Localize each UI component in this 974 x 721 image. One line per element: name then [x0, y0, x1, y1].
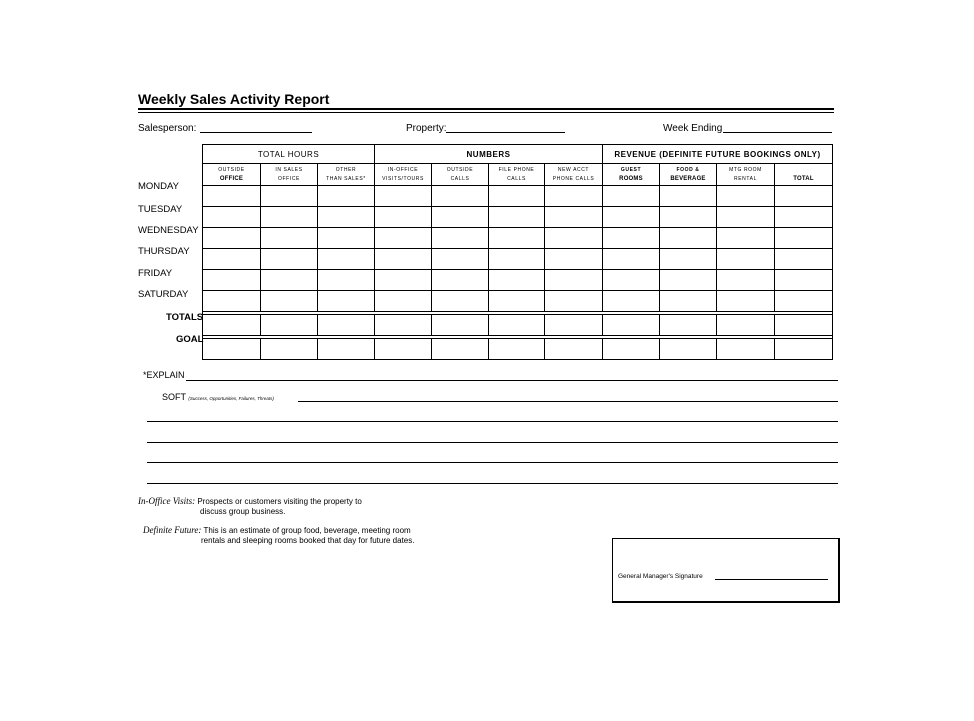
column-header-line1: OUTSIDE — [218, 166, 245, 173]
table-cell[interactable] — [603, 249, 660, 270]
activity-table — [202, 144, 833, 360]
table-row — [203, 228, 833, 249]
table-row — [203, 270, 833, 291]
table-cell[interactable] — [203, 249, 261, 270]
table-cell[interactable] — [318, 315, 375, 336]
group-total-hours: TOTAL HOURS — [203, 145, 375, 164]
table-cell[interactable] — [489, 249, 545, 270]
table-cell[interactable] — [489, 291, 545, 312]
table-cell[interactable] — [432, 315, 489, 336]
title-rule-thick — [138, 108, 834, 110]
blank-line-3[interactable] — [147, 462, 838, 463]
table-cell[interactable] — [717, 207, 775, 228]
property-label: Property: — [406, 123, 447, 134]
table-cell[interactable] — [717, 228, 775, 249]
column-header-line1 — [775, 166, 832, 175]
table-cell[interactable] — [203, 291, 261, 312]
table-cell[interactable] — [545, 315, 603, 336]
column-header — [545, 164, 603, 186]
report-title: Weekly Sales Activity Report — [138, 91, 330, 107]
explain-label: *EXPLAIN — [143, 370, 185, 380]
soft-label — [162, 392, 274, 402]
table-cell[interactable] — [261, 228, 318, 249]
table-cell[interactable] — [432, 228, 489, 249]
goal-row — [203, 339, 833, 360]
week-ending-label: Week Ending — [663, 123, 723, 134]
table-cell[interactable] — [203, 270, 261, 291]
column-header — [489, 164, 545, 186]
table-cell[interactable] — [489, 228, 545, 249]
table-cell[interactable] — [603, 207, 660, 228]
table-cell[interactable] — [660, 339, 717, 360]
column-header — [203, 164, 261, 186]
table-row — [203, 291, 833, 312]
row-label-goal: GOAL — [176, 334, 204, 345]
table-cell[interactable] — [261, 270, 318, 291]
table-cell[interactable] — [545, 249, 603, 270]
table-cell[interactable] — [603, 186, 660, 207]
column-header-line1: FILE PHONE — [498, 166, 535, 173]
table-cell[interactable] — [775, 228, 833, 249]
table-cell[interactable] — [660, 315, 717, 336]
table-cell[interactable] — [545, 339, 603, 360]
table-cell[interactable] — [375, 291, 432, 312]
blank-line-4[interactable] — [147, 483, 838, 484]
table-cell[interactable] — [603, 270, 660, 291]
column-header — [261, 164, 318, 186]
table-cell[interactable] — [318, 291, 375, 312]
table-cell[interactable] — [717, 291, 775, 312]
table-cell[interactable] — [775, 270, 833, 291]
salesperson-label: Salesperson: — [138, 123, 197, 134]
table-row — [203, 249, 833, 270]
column-header — [717, 164, 775, 186]
table-cell[interactable] — [261, 186, 318, 207]
table-cell[interactable] — [717, 270, 775, 291]
table-cell[interactable] — [660, 228, 717, 249]
row-label-monday: MONDAY — [138, 181, 179, 192]
table-cell[interactable] — [775, 207, 833, 228]
table-cell[interactable] — [660, 207, 717, 228]
table-cell[interactable] — [261, 249, 318, 270]
table-cell[interactable] — [203, 228, 261, 249]
column-header-line2: VISITS/TOURS — [382, 175, 424, 182]
totals-row — [203, 315, 833, 336]
column-header — [318, 164, 375, 186]
table-cell[interactable] — [660, 186, 717, 207]
table-cell[interactable] — [545, 270, 603, 291]
column-header-line1: IN-OFFICE — [387, 166, 419, 173]
table-cell[interactable] — [432, 270, 489, 291]
soft-hint: (Success, Opportunities, Failures, Threats) — [188, 396, 274, 401]
table-cell[interactable] — [489, 339, 545, 360]
soft-line[interactable] — [298, 401, 838, 402]
column-header-line2: RENTAL — [734, 175, 757, 182]
column-header — [432, 164, 489, 186]
property-field[interactable] — [446, 122, 565, 133]
column-header — [375, 164, 432, 186]
table-cell[interactable] — [717, 249, 775, 270]
note-in-office — [138, 496, 362, 517]
note-definite-line1: This is an estimate of group food, beverage, meeting room — [203, 526, 411, 535]
table-cell[interactable] — [775, 339, 833, 360]
table-cell[interactable] — [203, 339, 261, 360]
table-cell[interactable] — [375, 339, 432, 360]
signature-box — [612, 538, 840, 603]
table-cell[interactable] — [603, 228, 660, 249]
table-cell[interactable] — [375, 270, 432, 291]
table-cell[interactable] — [660, 249, 717, 270]
table-cell[interactable] — [660, 270, 717, 291]
table-cell[interactable] — [318, 249, 375, 270]
row-label-saturday: SATURDAY — [138, 289, 189, 300]
table-cell[interactable] — [489, 207, 545, 228]
table-cell[interactable] — [261, 207, 318, 228]
column-header-line2: THAN SALES* — [326, 175, 366, 182]
table-cell[interactable] — [375, 228, 432, 249]
table-cell[interactable] — [717, 186, 775, 207]
column-header-line1: FOOD & — [676, 166, 700, 173]
column-header-line2: ROOMS — [619, 175, 643, 182]
table-cell[interactable] — [261, 291, 318, 312]
table-cell[interactable] — [717, 339, 775, 360]
table-cell[interactable] — [375, 249, 432, 270]
column-header-line2: OFFICE — [219, 175, 244, 182]
table-cell[interactable] — [432, 291, 489, 312]
table-row — [203, 207, 833, 228]
table-cell[interactable] — [432, 339, 489, 360]
salesperson-field[interactable] — [200, 122, 312, 133]
table-cell[interactable] — [203, 186, 261, 207]
table-cell[interactable] — [375, 186, 432, 207]
column-header-line2: TOTAL — [793, 175, 814, 182]
table-cell[interactable] — [489, 315, 545, 336]
table-cell[interactable] — [261, 339, 318, 360]
explain-line[interactable] — [186, 380, 838, 381]
column-header-line1: MTG ROOM — [729, 166, 762, 173]
title-rule-thin — [138, 112, 834, 113]
signature-label: General Manager's Signature — [618, 573, 703, 580]
table-cell[interactable] — [203, 315, 261, 336]
table-cell[interactable] — [775, 249, 833, 270]
column-header — [775, 164, 833, 186]
column-header-line2: CALLS — [450, 175, 470, 182]
group-revenue: REVENUE (DEFINITE FUTURE BOOKINGS ONLY) — [603, 145, 833, 164]
table-cell[interactable] — [545, 291, 603, 312]
table-cell[interactable] — [318, 228, 375, 249]
table-cell[interactable] — [432, 249, 489, 270]
week-ending-field[interactable] — [723, 122, 832, 133]
note-in-office-term: In-Office Visits: — [138, 496, 196, 506]
row-label-wednesday: WEDNESDAY — [138, 225, 199, 236]
column-header — [660, 164, 717, 186]
column-header-line1: IN SALES — [275, 166, 303, 173]
table-cell[interactable] — [203, 207, 261, 228]
column-header-line2: OFFICE — [278, 175, 300, 182]
table-cell[interactable] — [545, 228, 603, 249]
table-cell[interactable] — [660, 291, 717, 312]
blank-line-1[interactable] — [147, 421, 838, 422]
table-cell[interactable] — [489, 186, 545, 207]
table-cell[interactable] — [375, 207, 432, 228]
table-cell[interactable] — [603, 315, 660, 336]
column-header — [603, 164, 660, 186]
soft-label-text: SOFT — [162, 392, 186, 402]
note-in-office-line2: discuss group business. — [200, 507, 286, 516]
note-definite-term: Definite Future: — [143, 525, 202, 535]
column-header-line1: OUTSIDE — [446, 166, 474, 173]
row-label-friday: FRIDAY — [138, 268, 173, 279]
column-header-line2: BEVERAGE — [670, 175, 706, 182]
note-definite-future — [143, 525, 414, 546]
table-cell[interactable] — [318, 339, 375, 360]
column-header-line1: NEW ACCT — [557, 166, 590, 173]
column-header-line1: OTHER — [335, 166, 357, 173]
signature-line[interactable] — [715, 579, 828, 580]
table-cell[interactable] — [603, 291, 660, 312]
table-cell[interactable] — [432, 207, 489, 228]
row-label-thursday: THURSDAY — [138, 246, 190, 257]
note-definite-line2: rentals and sleeping rooms booked that day for future dates. — [201, 536, 415, 545]
table-cell[interactable] — [261, 315, 318, 336]
table-cell[interactable] — [318, 186, 375, 207]
column-header-line1: GUEST — [620, 166, 642, 173]
table-cell[interactable] — [375, 315, 432, 336]
blank-line-2[interactable] — [147, 442, 838, 443]
column-header-line2: PHONE CALLS — [552, 175, 595, 182]
table-cell[interactable] — [432, 186, 489, 207]
row-label-tuesday: TUESDAY — [138, 204, 183, 215]
note-in-office-line1: Prospects or customers visiting the property to — [197, 497, 362, 506]
table-cell[interactable] — [545, 207, 603, 228]
table-cell[interactable] — [775, 291, 833, 312]
table-cell[interactable] — [603, 339, 660, 360]
table-cell[interactable] — [775, 315, 833, 336]
row-label-totals: TOTALS — [166, 312, 204, 323]
table-cell[interactable] — [775, 186, 833, 207]
table-cell[interactable] — [545, 186, 603, 207]
table-cell[interactable] — [489, 270, 545, 291]
column-header-line2: CALLS — [507, 175, 526, 182]
table-row — [203, 186, 833, 207]
table-cell[interactable] — [717, 315, 775, 336]
table-cell[interactable] — [318, 270, 375, 291]
group-numbers: NUMBERS — [375, 145, 603, 164]
table-cell[interactable] — [318, 207, 375, 228]
